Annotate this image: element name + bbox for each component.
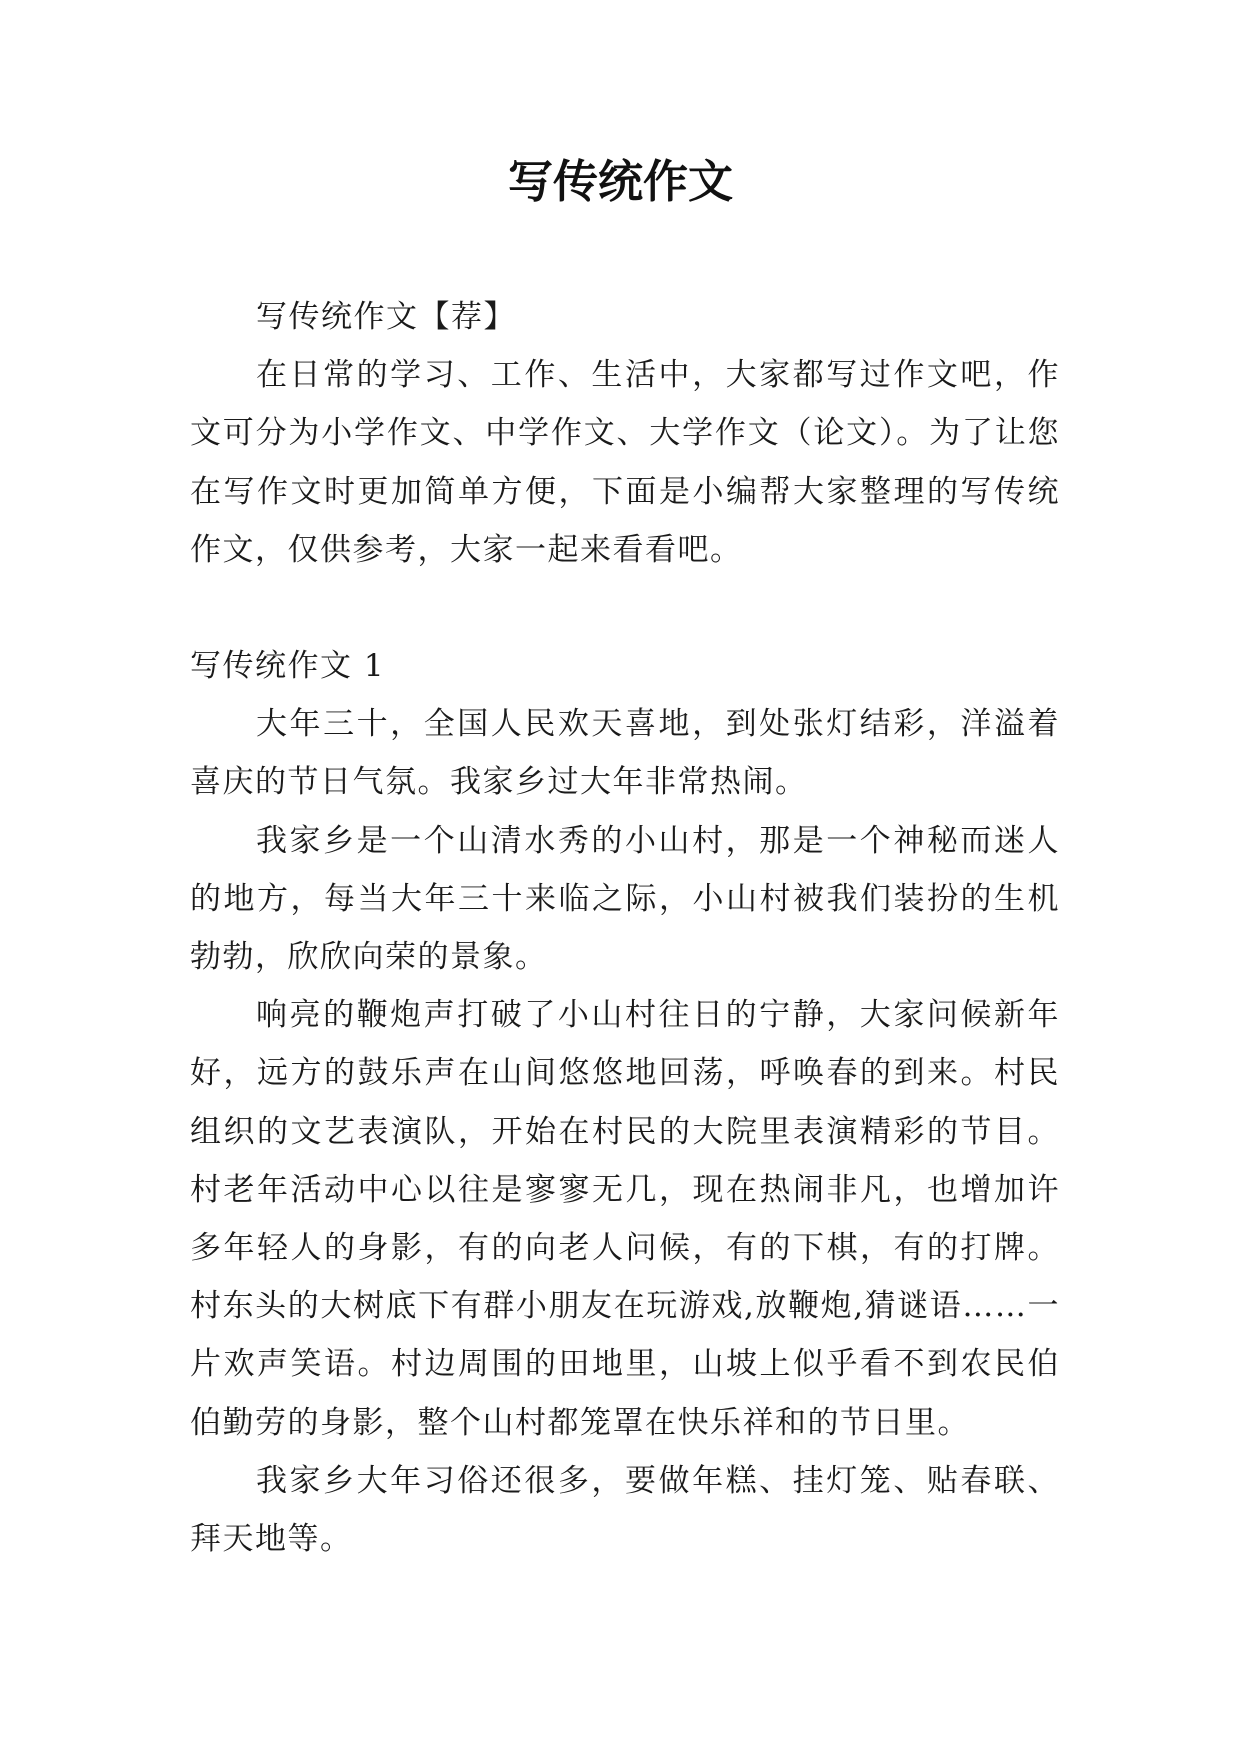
intro-paragraph: 在日常的学习、工作、生活中，大家都写过作文吧，作文可分为小学作文、中学作文、大学作文（论文）。为了让您在写作文时更加简单方便，下面是小编帮大家整理的写传统作文，仅供参考，大家一起来看看吧。	[190, 357, 1060, 568]
body-paragraph: 我家乡大年习俗还很多，要做年糕、挂灯笼、贴春联、拜天地等。	[190, 1462, 1060, 1558]
document-title: 写传统作文	[507, 155, 733, 208]
subtitle: 写传统作文【荐】	[256, 299, 516, 335]
body-paragraph: 大年三十，全国人民欢天喜地，到处张灯结彩，洋溢着喜庆的节日气氛。我家乡过大年非常热闹。	[190, 706, 1060, 801]
body-paragraph: 我家乡是一个山清水秀的小山村，那是一个神秘而迷人的地方，每当大年三十来临之际，小山村被我们装扮的生机勃勃，欣欣向荣的景象。	[190, 822, 1060, 976]
document-body	[190, 288, 1060, 1568]
body-paragraph: 响亮的鞭炮声打破了小山村往日的宁静，大家问候新年好，远方的鼓乐声在山间悠悠地回荡，呼唤春的到来。村民组织的文艺表演队，开始在村民的大院里表演精彩的节目。村老年活动中心以往是寥寥无几，现在热闹非凡，也增加许多年轻人的身影，有的向老人问候，有的下棋，有的打牌。村东头的大树底下有群小朋友在玩游戏,放鞭炮,猜谜语……一片欢声笑语。村边周围的田地里，山坡上似乎看不到农民伯伯勤劳的身影，整个山村都笼罩在快乐祥和的节日里。	[190, 997, 1060, 1441]
section-heading: 写传统作文 1	[190, 648, 386, 685]
spacer	[190, 579, 1060, 637]
